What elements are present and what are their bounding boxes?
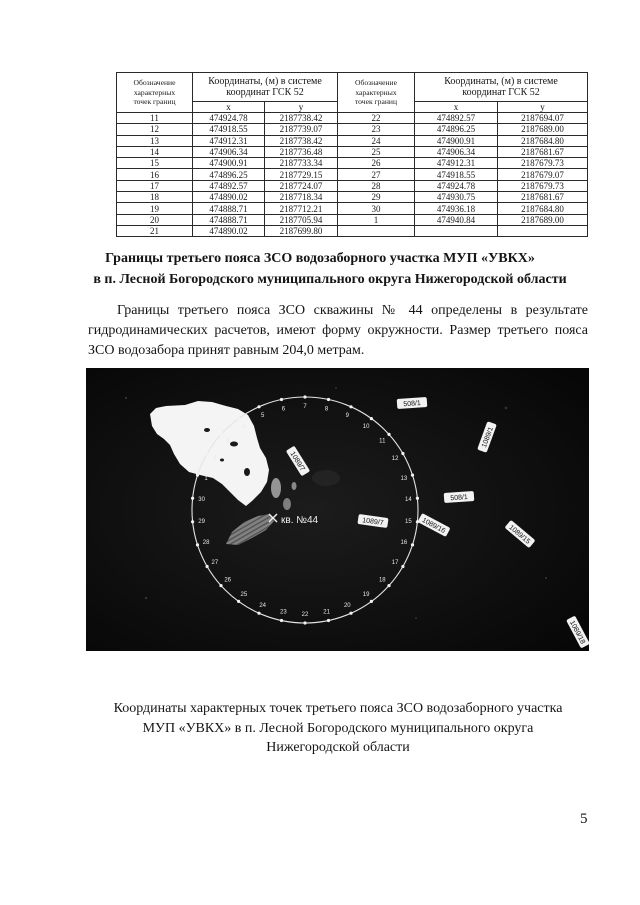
speckle [505,407,508,410]
x-coordinate-cell: 474900.91 [193,158,265,169]
dark-spot [230,442,238,447]
speckle [335,387,337,389]
y-coordinate-cell: 2187738.42 [265,135,338,146]
caption-line: Нижегородской области [266,740,410,755]
well-label: кв. №44 [281,515,319,526]
boundary-point-marker [219,433,222,436]
x-coordinate-cell: 474912.31 [193,135,265,146]
point-id-cell: 17 [117,180,193,191]
y-coordinate-cell: 2187718.34 [265,192,338,203]
y-coordinate-cell: 2187724.07 [265,180,338,191]
point-id-cell: 14 [117,146,193,157]
point-id-cell: 26 [338,158,415,169]
coordinates-table-container [116,72,587,237]
coordinates-header-text: Координаты, (м) в системе координат ГСК 52 [208,76,322,98]
boundary-point-label: 28 [202,540,210,547]
x-coordinate-cell: 474892.57 [415,113,498,124]
point-id-cell: 30 [338,203,415,214]
boundary-point-label: 25 [240,592,248,599]
boundary-point-marker [370,600,373,603]
boundary-point-label: 26 [224,577,232,584]
boundary-point-marker [370,417,373,420]
parcel-label-text: 1089/18 [567,619,587,646]
x-coordinate-cell: 474924.78 [415,180,498,191]
point-id-cell: 15 [117,158,193,169]
y-coordinate-cell: 2187679.73 [498,180,588,191]
x-coordinate-cell: 474924.78 [193,113,265,124]
boundary-point-marker [416,497,419,500]
point-id-cell: 22 [338,113,415,124]
caption-line: Координаты характерных точек третьего пояса ЗСО водозаборного участка [113,701,563,716]
figure-caption [0,699,640,758]
table-row [117,124,588,135]
zone-map-svg [86,368,589,651]
boundary-point-marker [196,543,199,546]
paragraph-line: Границы третьего пояса ЗСО скважины № 44 определены в результате [117,303,588,318]
table-row [117,135,588,146]
y-coordinate-cell: 2187738.42 [265,113,338,124]
point-label-header [117,73,193,113]
x-coordinate-cell: 474912.31 [415,158,498,169]
table-row [117,158,588,169]
parcel-label-text: 1089/7 [361,517,384,528]
x-coordinate-cell: 474930.75 [415,192,498,203]
table-row [117,192,588,203]
x-coordinate-cell: 474906.34 [193,146,265,157]
speckle [125,397,127,399]
boundary-point-label: 30 [198,497,205,504]
parcel-label-text: 1089/7 [288,450,306,473]
x-coordinate-cell: 474900.91 [415,135,498,146]
boundary-point-label: 23 [280,609,287,616]
dark-spot [244,468,250,476]
y-column-header: y [498,102,588,113]
point-id-cell: 13 [117,135,193,146]
light-patch [292,482,297,490]
light-patch [271,478,281,498]
boundary-point-marker [237,417,240,420]
body-paragraph [88,301,588,361]
boundary-point-marker [401,565,404,568]
boundary-point-label: 13 [400,475,408,482]
point-id-cell: 12 [117,124,193,135]
boundary-point-marker [387,433,390,436]
table-row [117,146,588,157]
heading-line: в п. Лесной Богородского муниципального округа Нижегородской области [93,272,567,287]
y-coordinate-cell: 2187679.07 [498,169,588,180]
boundary-point-label: 6 [281,406,286,413]
point-id-cell: 20 [117,214,193,225]
table-header-row [117,73,588,102]
y-coordinate-cell: 2187679.73 [498,158,588,169]
zone-map-figure [86,368,589,651]
x-coordinate-cell: 474888.71 [193,214,265,225]
dark-spot [220,459,224,462]
table-row [117,180,588,191]
boundary-point-label: 21 [323,609,330,616]
parcel-label [444,491,475,503]
boundary-point-marker [387,584,390,587]
boundary-point-label: 15 [405,518,412,525]
boundary-point-marker [196,474,199,477]
boundary-point-label: 24 [259,603,267,609]
boundary-point-label: 10 [362,423,370,430]
boundary-point-label: 11 [379,438,386,445]
boundary-point-label: 7 [303,404,307,410]
point-id-cell: 16 [117,169,193,180]
coordinates-table [116,72,588,237]
boundary-point-marker [327,619,330,622]
boundary-point-label: 18 [378,577,386,584]
boundary-point-label: 4 [242,423,246,430]
speckle [415,617,417,619]
y-coordinate-cell: 2187689.00 [498,124,588,135]
paragraph-line: гидродинамических расчетов, имеют форму окружности. Размер третьего пояса [88,323,588,338]
y-coordinate-cell: 2187733.34 [265,158,338,169]
point-id-cell: 21 [117,225,193,236]
table-row [117,225,588,236]
boundary-point-label: 22 [301,612,309,618]
boundary-point-marker [191,520,194,523]
dark-spot [204,428,210,432]
section-heading [0,248,640,290]
x-coordinate-cell: 474906.34 [415,146,498,157]
boundary-point-marker [206,565,209,568]
x-coordinate-cell: 474918.55 [193,124,265,135]
point-id-cell: 28 [338,180,415,191]
point-id-cell: 18 [117,192,193,203]
boundary-point-marker [191,497,194,500]
x-coordinate-cell: 474890.02 [193,192,265,203]
x-coordinate-cell: 474940.84 [415,214,498,225]
boundary-point-label: 5 [261,413,265,419]
boundary-point-marker [349,405,352,408]
boundary-point-label: 1 [204,475,208,482]
y-coordinate-cell: 2187736.48 [265,146,338,157]
y-coordinate-cell: 2187739.07 [265,124,338,135]
boundary-point-marker [327,398,330,401]
point-id-cell: 23 [338,124,415,135]
point-id-cell [338,225,415,236]
parcel-label-text: 508/1 [403,399,422,409]
point-id-cell: 11 [117,113,193,124]
coordinates-header [193,73,338,102]
boundary-point-marker [257,405,260,408]
parcel-label-text: 1089/1 [481,426,495,449]
table-row [117,113,588,124]
point-id-cell: 1 [338,214,415,225]
x-coordinate-cell: 474888.71 [193,203,265,214]
y-coordinate-cell: 2187712.21 [265,203,338,214]
boundary-point-marker [280,398,283,401]
table-header [117,73,588,113]
point-id-cell: 24 [338,135,415,146]
point-label-header-text: Обозначение характерных точек границ [133,78,176,107]
y-coordinate-cell: 2187689.00 [498,214,588,225]
x-coordinate-cell: 474918.55 [415,169,498,180]
boundary-point-marker [401,452,404,455]
point-id-cell: 27 [338,169,415,180]
boundary-point-marker [349,612,352,615]
speckle [312,470,340,486]
y-coordinate-cell: 2187681.67 [498,146,588,157]
page-number: 5 [580,811,588,827]
boundary-point-label: 19 [362,592,370,599]
table-row [117,214,588,225]
point-id-cell: 29 [338,192,415,203]
parcel-label-text: 508/1 [450,493,469,503]
y-coordinate-cell: 2187694.07 [498,113,588,124]
boundary-point-marker [303,621,306,624]
coordinates-header [415,73,588,102]
y-coordinate-cell: 2187729.15 [265,169,338,180]
x-coordinate-cell: 474936.18 [415,203,498,214]
y-column-header: y [265,102,338,113]
y-coordinate-cell: 2187699.80 [265,225,338,236]
y-coordinate-cell [498,225,588,236]
x-column-header: x [415,102,498,113]
boundary-point-marker [280,619,283,622]
table-row [117,203,588,214]
y-coordinate-cell: 2187684.80 [498,135,588,146]
light-patch [283,498,291,510]
boundary-point-label: 12 [391,456,399,462]
y-coordinate-cell: 2187684.80 [498,203,588,214]
speckle [545,577,547,579]
heading-line: Границы третьего пояса ЗСО водозаборного участка МУП «УВКХ» [105,251,535,266]
point-label-header [338,73,415,113]
boundary-point-label: 3 [226,438,230,445]
table-row [117,169,588,180]
speckle [145,597,148,600]
boundary-point-label: 17 [391,560,399,566]
caption-line: МУП «УВКХ» в п. Лесной Богородского муниципального округа [142,720,534,736]
parcel-label-text: 1089/16 [420,516,447,536]
boundary-point-label: 9 [345,413,349,419]
boundary-point-marker [237,600,240,603]
coordinates-table-body [117,113,588,237]
coordinates-header-text: Координаты, (м) в системе координат ГСК 52 [444,76,558,98]
x-coordinate-cell [415,225,498,236]
boundary-point-marker [411,474,414,477]
x-column-header: x [193,102,265,113]
boundary-point-label: 16 [400,540,408,547]
boundary-point-label: 14 [405,497,412,504]
boundary-point-label: 29 [198,518,205,525]
boundary-point-label: 27 [211,560,219,566]
boundary-point-marker [219,584,222,587]
boundary-point-label: 20 [343,603,351,609]
paragraph-line: ЗСО водозабора принят равным 204,0 метрам. [88,343,365,358]
boundary-point-marker [257,612,260,615]
parcel-label-text: 1089/15 [507,524,532,546]
parcel-label [397,397,428,409]
boundary-point-marker [303,395,306,398]
x-coordinate-cell: 474896.25 [193,169,265,180]
point-id-cell: 19 [117,203,193,214]
boundary-point-label: 8 [324,406,329,413]
boundary-point-marker [411,543,414,546]
x-coordinate-cell: 474890.02 [193,225,265,236]
point-label-header-text: Обозначение характерных точек границ [354,78,398,107]
x-coordinate-cell: 474896.25 [415,124,498,135]
x-coordinate-cell: 474892.57 [193,180,265,191]
y-coordinate-cell: 2187681.67 [498,192,588,203]
y-coordinate-cell: 2187705.94 [265,214,338,225]
boundary-point-marker [206,452,209,455]
point-id-cell: 25 [338,146,415,157]
boundary-point-label: 2 [213,456,217,462]
